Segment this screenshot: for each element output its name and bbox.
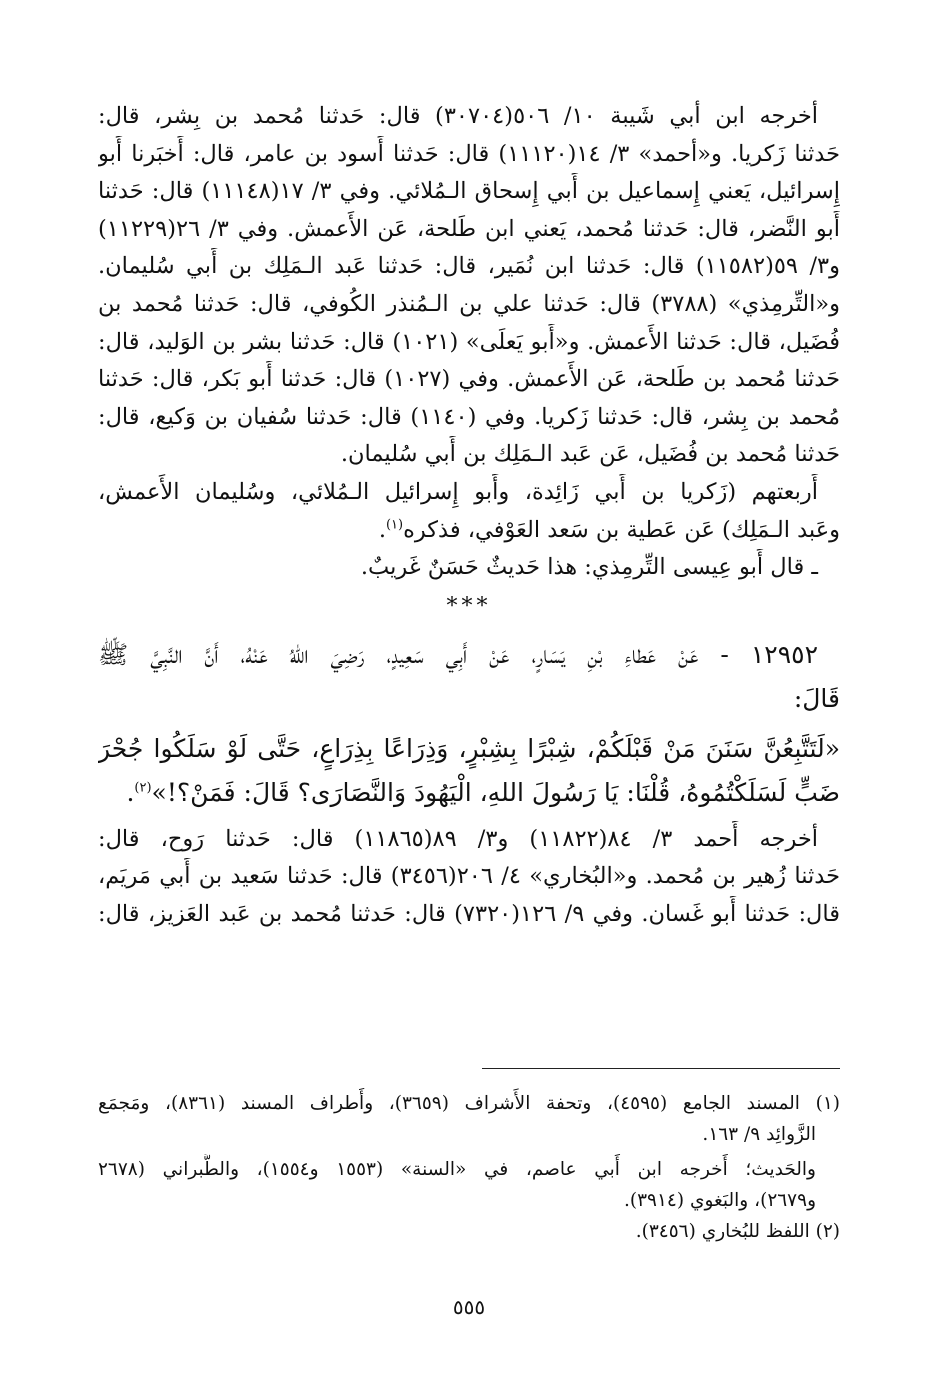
text-line: أَبو النَّضر، قال: حَدثنا مُحمد، يَعني ابن طَلحة، عَن الأَعمش. وفي ٣/ ٢٦(١١٢٢٩): [98, 215, 840, 242]
text-line: حَدثنا مُحمد بن فُضَيل، عَن عَبد الـمَلِك بن أَبي سُليمان.: [340, 441, 840, 468]
text-line: مُحمد بن بِشر، قال: حَدثنا زَكريا. وفي (١١٤٠) قال: حَدثنا سُفيان بن وَكيع، قال:: [98, 403, 840, 430]
period: .: [378, 516, 386, 543]
text-line: (١) المسند الجامع (٤٥٩٥)، وتحفة الأَشراف (٣٦٥٩)، وأَطراف المسند (٨٣٦١)، ومَجمَع: [98, 1093, 840, 1114]
text-line: (٢) اللفظ للبُخاري (٣٤٥٦).: [635, 1221, 840, 1242]
tirmidhi-remark: [98, 549, 840, 587]
text-line: و٣/ ٥٩(١١٥٨٢) قال: حَدثنا ابن نُمَير، قال: حَدثنا عَبد الـمَلِك بن أَبي سُليمان.: [98, 253, 840, 280]
hadith-text: [98, 727, 840, 815]
text-line: ـ قال أَبو عِيسى التِّرمِذي: هذا حَديثٌ حَسَنٌ غَريبٌ.: [360, 554, 818, 581]
text-line: أخرجه أَحمد ٣/ ٨٤(١١٨٢٢) و٣/ ٨٩(١١٨٦٥) قال: حَدثنا رَوح، قال:: [98, 825, 819, 852]
text-line: أخرجه ابن أبي شَيبة ١٠/ ٥٠٦(٣٠٧٠٤) قال: حَدثنا مُحمد بن بِشر، قال:: [98, 103, 819, 129]
footnote-ref-1[interactable]: (١): [385, 517, 404, 533]
page-number: ٥٥٥: [452, 1295, 486, 1319]
period: .: [126, 777, 135, 807]
footnote-1-continued: [98, 1154, 840, 1216]
takhrij-paragraph-1: [98, 98, 840, 474]
text-line: أَربعتهم (زَكريا بن أَبي زَائِدة، وأَبو إِسرائيل الـمُلائي، وسُليمان الأَعمش،: [98, 478, 818, 505]
hadith-heading: [98, 633, 840, 721]
footnote-1: [98, 1088, 840, 1150]
takhrij-paragraph-2: [98, 474, 840, 549]
text-line: قال: حَدثنا أَبو غَسان. وفي ٩/ ١٢٦(٧٣٢٠) قال: حَدثنا مُحمد بن عَبد العَزيز، قال:: [98, 900, 840, 927]
text-line: «لَتَتَّبِعُنَّ سَنَنَ مَنْ قَبْلَكُمْ، شِبْرًا بِشِبْرٍ، وَذِرَاعًا بِذِرَاعٍ، حَتَّى لَوْ سَلَكُوا جُحْرَ: [98, 733, 840, 763]
text-line: [98, 512, 840, 550]
text-line: والحَديث؛ أَخرجه ابن أَبي عاصم، في «السنة» (١٥٥٣ و١٥٥٤)، والطَّبراني (٢٦٧٨: [98, 1159, 816, 1180]
takhrij-paragraph-3: [98, 821, 840, 934]
page-body: [98, 98, 840, 934]
text-line: فُضَيل، قال: حَدثنا الأَعمش. و«أَبو يَعلَى» (١٠٢١) قال: حَدثنا بشر بن الوَليد، قال:: [98, 328, 840, 355]
text-line: حَدثنا مُحمد بن طَلحة، عَن الأَعمش. وفي (١٠٢٧) قال: حَدثنا أَبو بَكر، قال: حَدثنا: [98, 366, 840, 393]
section-divider-stars: ***: [446, 593, 492, 619]
text-line: حَدثنا زُهير بن مُحمد. و«البُخاري» ٤/ ٢٠٦(٣٤٥٦) قال: حَدثنا سَعيد بن أَبي مَريَم،: [98, 863, 840, 890]
footnote-2: [98, 1216, 840, 1247]
text-line: الزَّوائِد ٩/ ١٦٣.: [702, 1124, 816, 1145]
footnote-separator: [482, 1068, 840, 1069]
text-line: إِسرائيل، يَعني إِسماعيل بن أَبي إِسحاق الـمُلائي. وفي ٣/ ١٧(١١١٤٨) قال: حَدثنا: [98, 178, 840, 205]
footnotes: [98, 1088, 840, 1247]
text-line: قَالَ:: [793, 683, 840, 713]
text-line: و«التِّرمِذي» (٣٧٨٨) قال: حَدثنا علي بن الـمُنذر الكُوفي، قال: حَدثنا مُحمد بن: [98, 290, 840, 317]
text-segment: وعَبد الـمَلِك) عَن عَطية بن سَعد العَوْفي، فذكره: [403, 516, 840, 543]
text-line: [98, 771, 840, 815]
text-line: و٢٦٧٩)، والبَغوي (٣٩١٤).: [624, 1190, 816, 1211]
footnote-ref-2[interactable]: (٢): [134, 780, 152, 796]
hadith-number-line: ١٢٩٥٢ - عَنْ عَطاءِ بْنِ يَسَارٍ، عَنْ أَبِي سَعِيدٍ، رَضِيَ اللهُ عَنْهُ، أَنَّ النَّبِيَّ ﷺ: [98, 639, 818, 669]
text-line: حَدثنا زَكريا. و«أحمد» ٣/ ١٤(١١١٢٠) قال: حَدثنا أَسود بن عامر، قال: أَخبَرنا أَبو: [98, 140, 840, 167]
text-segment: ضَبٍّ لَسَلَكْتُمُوهُ، قُلْنَا: يَا رَسُولَ اللهِ، الْيَهُودَ وَالنَّصَارَى؟ قَالَ: فَمَنْ؟!»: [151, 777, 840, 807]
